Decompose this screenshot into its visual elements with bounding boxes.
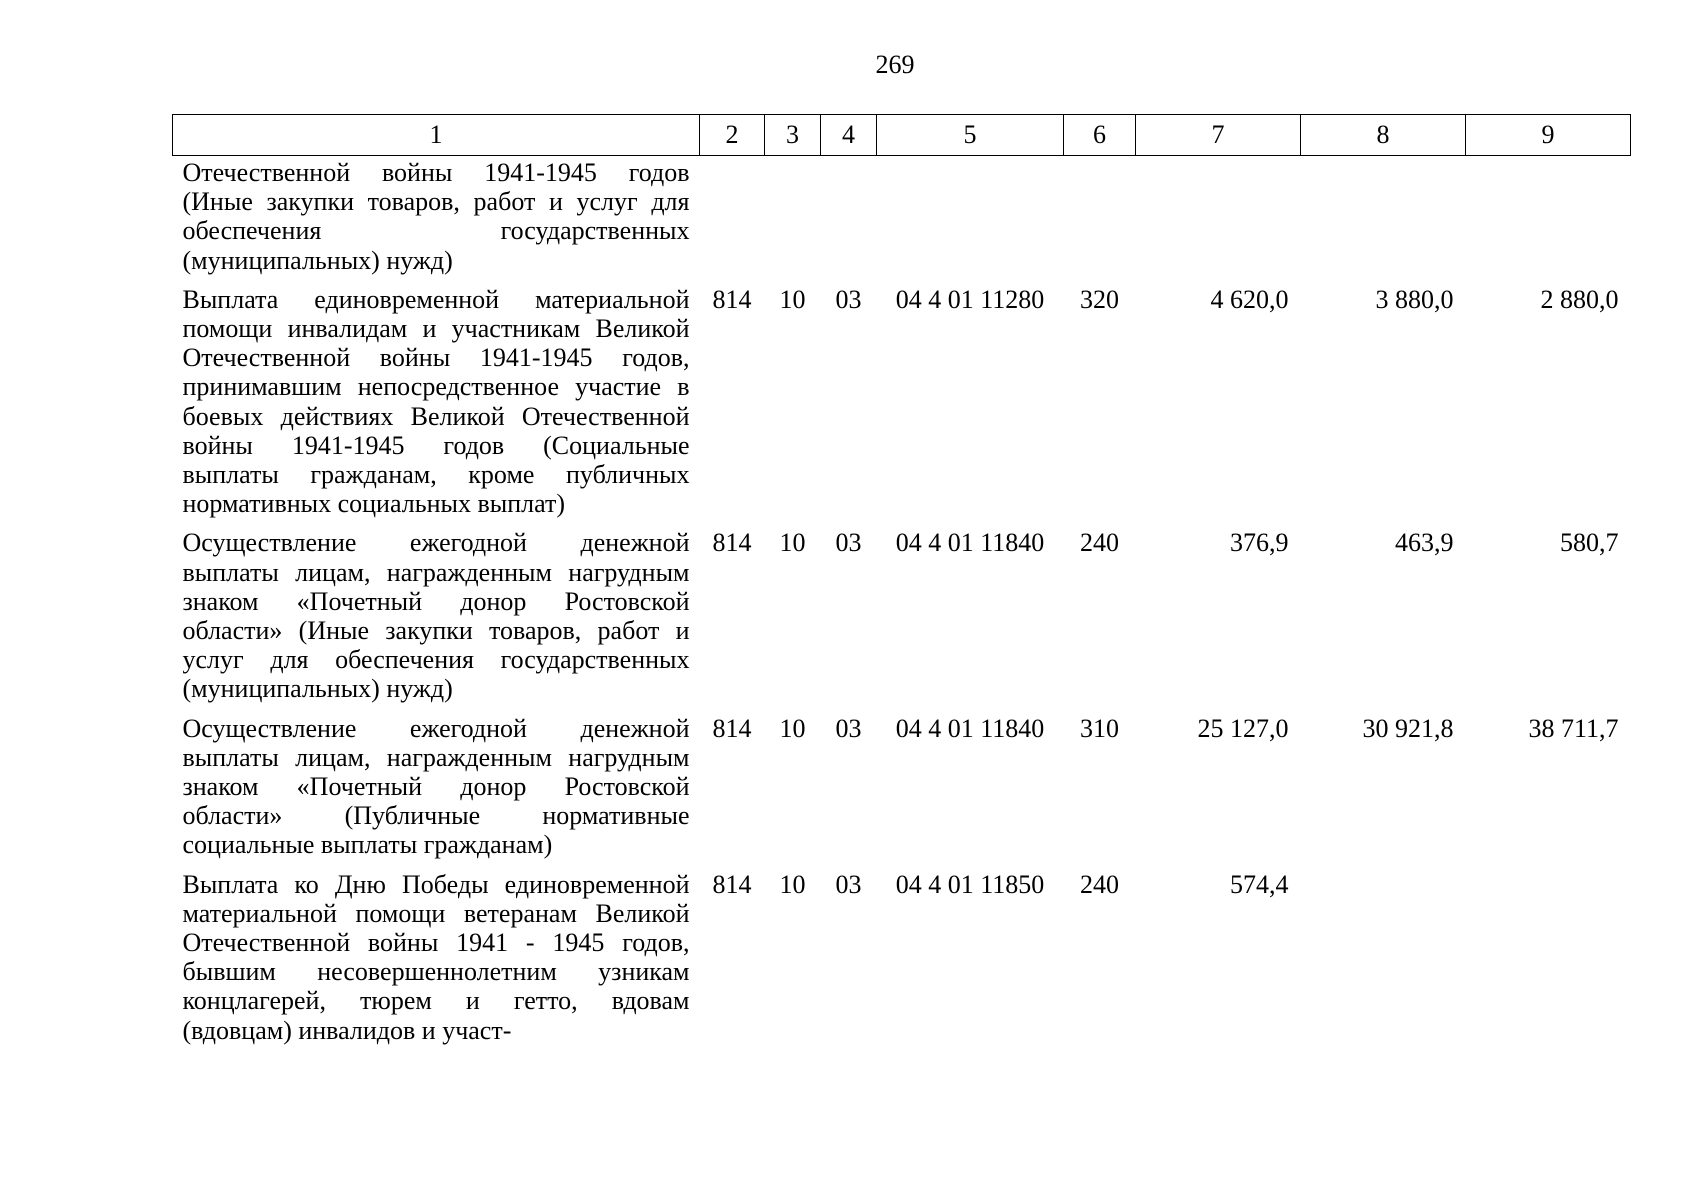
row-subsection-code: 03 bbox=[835, 713, 862, 743]
table-body bbox=[173, 156, 1631, 1055]
row-expense-type bbox=[1064, 156, 1136, 285]
row-subsection-code: 03 bbox=[835, 528, 862, 558]
row-amount-col9: 38 711,7 bbox=[1528, 713, 1619, 743]
row-amount-col8: 30 921,8 bbox=[1362, 713, 1454, 743]
row-section-code: 10 bbox=[779, 528, 806, 558]
row-admin-code: 814 bbox=[712, 528, 752, 558]
row-expense-type: 320 bbox=[1080, 284, 1119, 314]
row-target-code: 04 4 01 11280 bbox=[895, 284, 1045, 314]
row-section-code: 10 bbox=[779, 284, 806, 314]
row-amount-col8 bbox=[1301, 156, 1466, 285]
row-amount-col9: 2 880,0 bbox=[1540, 284, 1619, 314]
row-amount-col9: 580,7 bbox=[1560, 528, 1619, 558]
header-cell-1: 1 bbox=[173, 115, 700, 156]
header-cell-8: 8 bbox=[1301, 115, 1466, 156]
row-target-code bbox=[877, 156, 1064, 285]
row-target-code: 04 4 01 11840 bbox=[895, 528, 1045, 558]
table-row bbox=[173, 870, 1631, 1055]
row-description: Отечественной войны 1941-1945 годов (Иные закупки товаров, работ и услуг для обеспечения государственных (муниципальных) нужд) bbox=[182, 158, 690, 275]
row-expense-type: 240 bbox=[1080, 869, 1119, 899]
row-amount-col8 bbox=[1301, 870, 1466, 1055]
row-amount-col7: 25 127,0 bbox=[1197, 713, 1289, 743]
row-admin-code: 814 bbox=[712, 713, 752, 743]
header-cell-9: 9 bbox=[1466, 115, 1631, 156]
row-section-code bbox=[765, 156, 821, 285]
page-number: 269 bbox=[875, 50, 915, 79]
table-row bbox=[173, 156, 1631, 285]
table-header bbox=[173, 115, 1631, 156]
row-target-code: 04 4 01 11850 bbox=[895, 869, 1045, 899]
table-row bbox=[173, 528, 1631, 713]
table-row bbox=[173, 285, 1631, 529]
row-amount-col7: 574,4 bbox=[1230, 869, 1289, 899]
row-expense-type: 310 bbox=[1080, 713, 1119, 743]
row-subsection-code: 03 bbox=[835, 284, 862, 314]
budget-table bbox=[172, 114, 1631, 1055]
row-description: Осуществление ежегодной денежной выплаты лицам, награжденным нагрудным знаком «Почетный донор Ростовской области» (Публичные нормативные социальные выплаты гражданам) bbox=[182, 713, 690, 860]
row-amount-col9 bbox=[1466, 870, 1631, 1055]
row-admin-code bbox=[700, 156, 765, 285]
row-admin-code: 814 bbox=[712, 869, 752, 899]
header-cell-7: 7 bbox=[1136, 115, 1301, 156]
row-amount-col7: 376,9 bbox=[1230, 528, 1289, 558]
row-amount-col8: 463,9 bbox=[1395, 528, 1454, 558]
row-amount-col7: 4 620,0 bbox=[1210, 284, 1289, 314]
row-amount-col7 bbox=[1136, 156, 1301, 285]
header-cell-5: 5 bbox=[877, 115, 1064, 156]
row-description: Выплата единовременной материальной помощи инвалидам и участникам Великой Отечественной войны 1941-1945 годов, принимавшим непосредственное участие в боевых действиях Великой Отечественной войны 1941-1945 годов (Социальные выплаты гражданам, кроме публичных нормативных социальных выплат) bbox=[182, 284, 690, 519]
header-cell-2: 2 bbox=[700, 115, 765, 156]
row-section-code: 10 bbox=[779, 713, 806, 743]
row-expense-type: 240 bbox=[1080, 528, 1119, 558]
header-cell-6: 6 bbox=[1064, 115, 1136, 156]
header-cell-4: 4 bbox=[821, 115, 877, 156]
row-subsection-code bbox=[821, 156, 877, 285]
header-row bbox=[173, 115, 1631, 156]
row-admin-code: 814 bbox=[712, 284, 752, 314]
header-cell-3: 3 bbox=[765, 115, 821, 156]
row-target-code: 04 4 01 11840 bbox=[895, 713, 1045, 743]
row-description: Выплата ко Дню Победы единовременной материальной помощи ветеранам Великой Отечественной войны 1941 - 1945 годов, бывшим несовершеннолетним узникам концлагерей, тюрем и гетто, вдовам (вдовцам) инвалидов и участ- bbox=[182, 869, 690, 1045]
row-section-code: 10 bbox=[779, 869, 806, 899]
row-amount-col9 bbox=[1466, 156, 1631, 285]
row-description: Осуществление ежегодной денежной выплаты лицам, награжденным нагрудным знаком «Почетный донор Ростовской области» (Иные закупки товаров, работ и услуг для обеспечения государственных (муниципальных) нужд) bbox=[182, 528, 690, 704]
row-amount-col8: 3 880,0 bbox=[1375, 284, 1454, 314]
row-subsection-code: 03 bbox=[835, 869, 862, 899]
table-row bbox=[173, 714, 1631, 870]
